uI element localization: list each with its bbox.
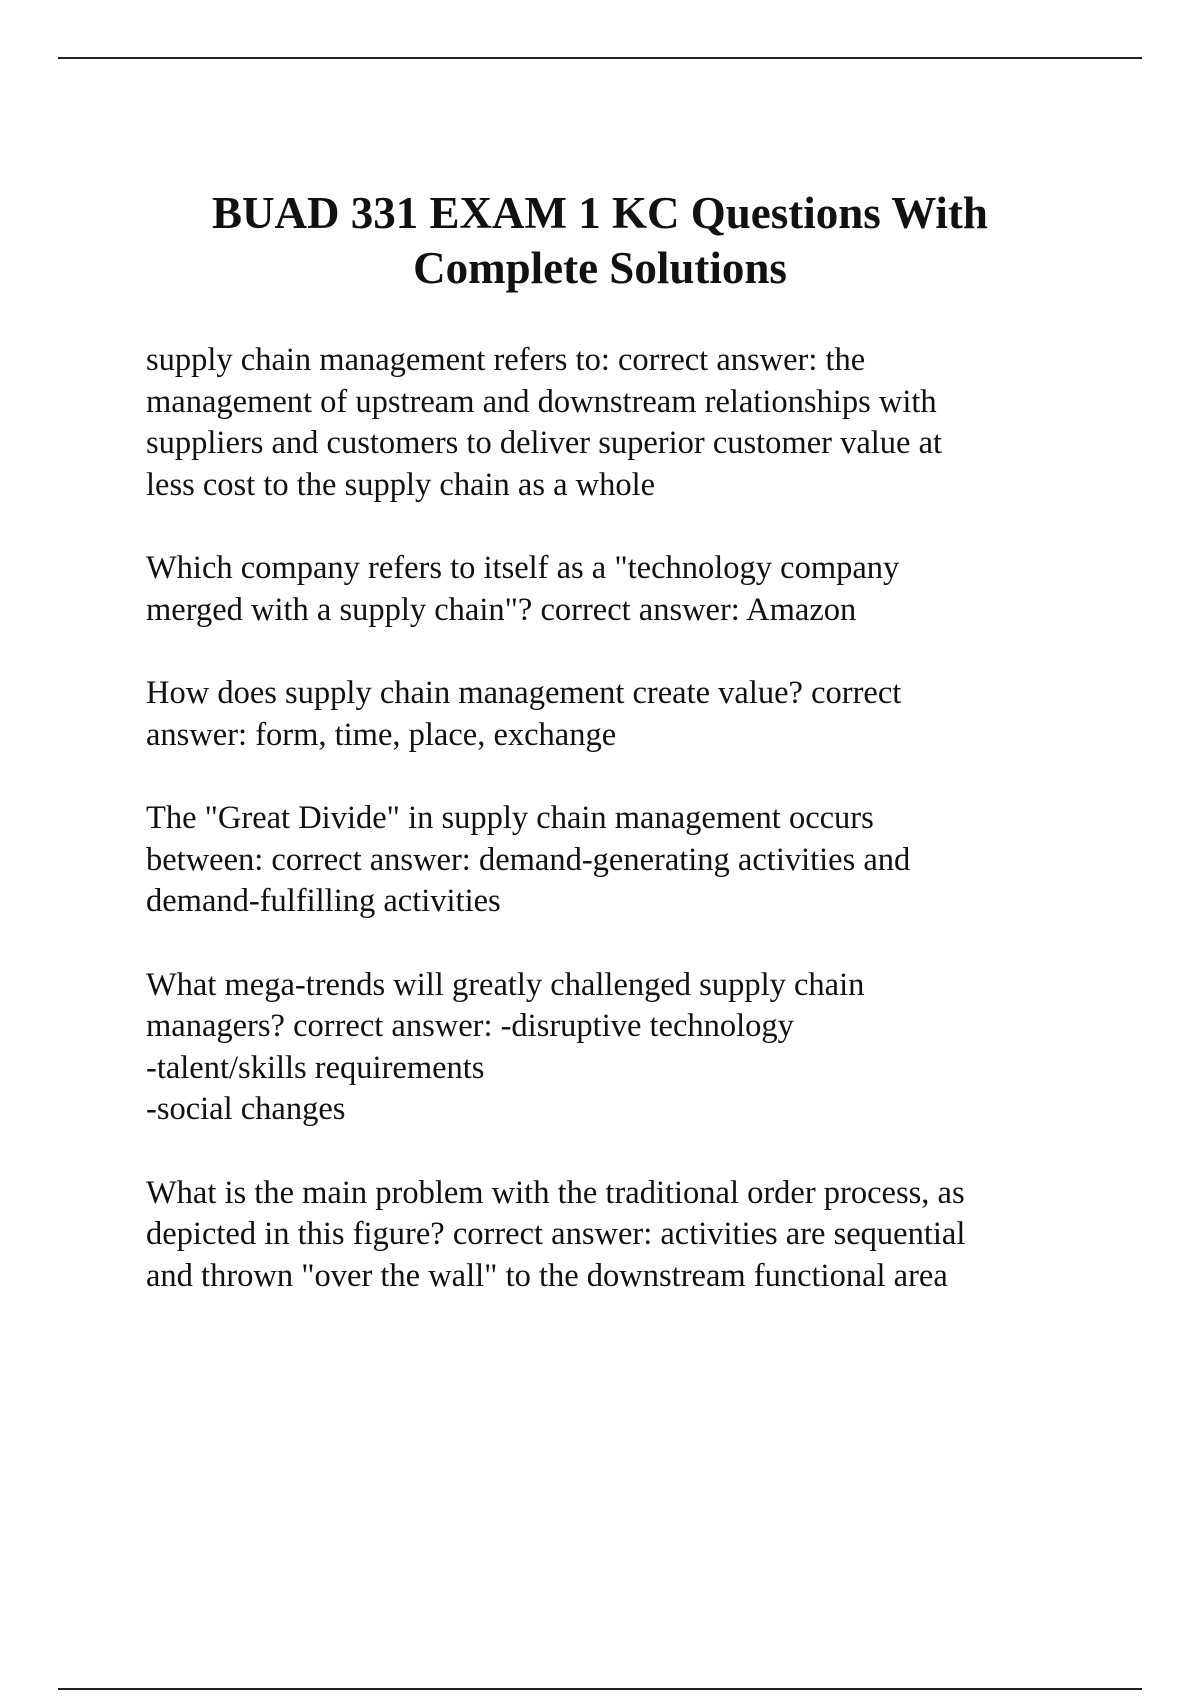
- qa-entry-mega-trends: What mega-trends will greatly challenged supply chain managers? correct answer: -disruptive technology -talent/skills requirements -social changes: [146, 966, 865, 1127]
- qa-entry-create-value: How does supply chain management create value? correct answer: form, time, place, exchange: [146, 675, 902, 753]
- document-body: [146, 340, 1106, 1339]
- qa-entry-traditional-order-process: What is the main problem with the traditional order process, as depicted in this figure? correct answer: activities are sequential and thrown "over the wall" to the downstream functional area: [146, 1174, 966, 1294]
- title-line-2: Complete Solutions: [413, 243, 787, 293]
- qa-entry-technology-company: Which company refers to itself as a "technology company merged with a supply chain"? correct answer: Amazon: [146, 550, 900, 628]
- qa-entry-supply-chain-definition: supply chain management refers to: correct answer: the management of upstream and downstream relationships with suppliers and customers to deliver superior customer value at less cost to the supply chain as a whole: [146, 342, 943, 503]
- title-line-1: BUAD 331 EXAM 1 KC Questions With: [212, 188, 988, 238]
- bottom-divider: [58, 1688, 1142, 1690]
- top-divider: [58, 57, 1142, 59]
- document-title: [100, 186, 1100, 296]
- qa-entry-great-divide: The "Great Divide" in supply chain management occurs between: correct answer: demand-generating activities and demand-fulfilling activities: [146, 800, 911, 919]
